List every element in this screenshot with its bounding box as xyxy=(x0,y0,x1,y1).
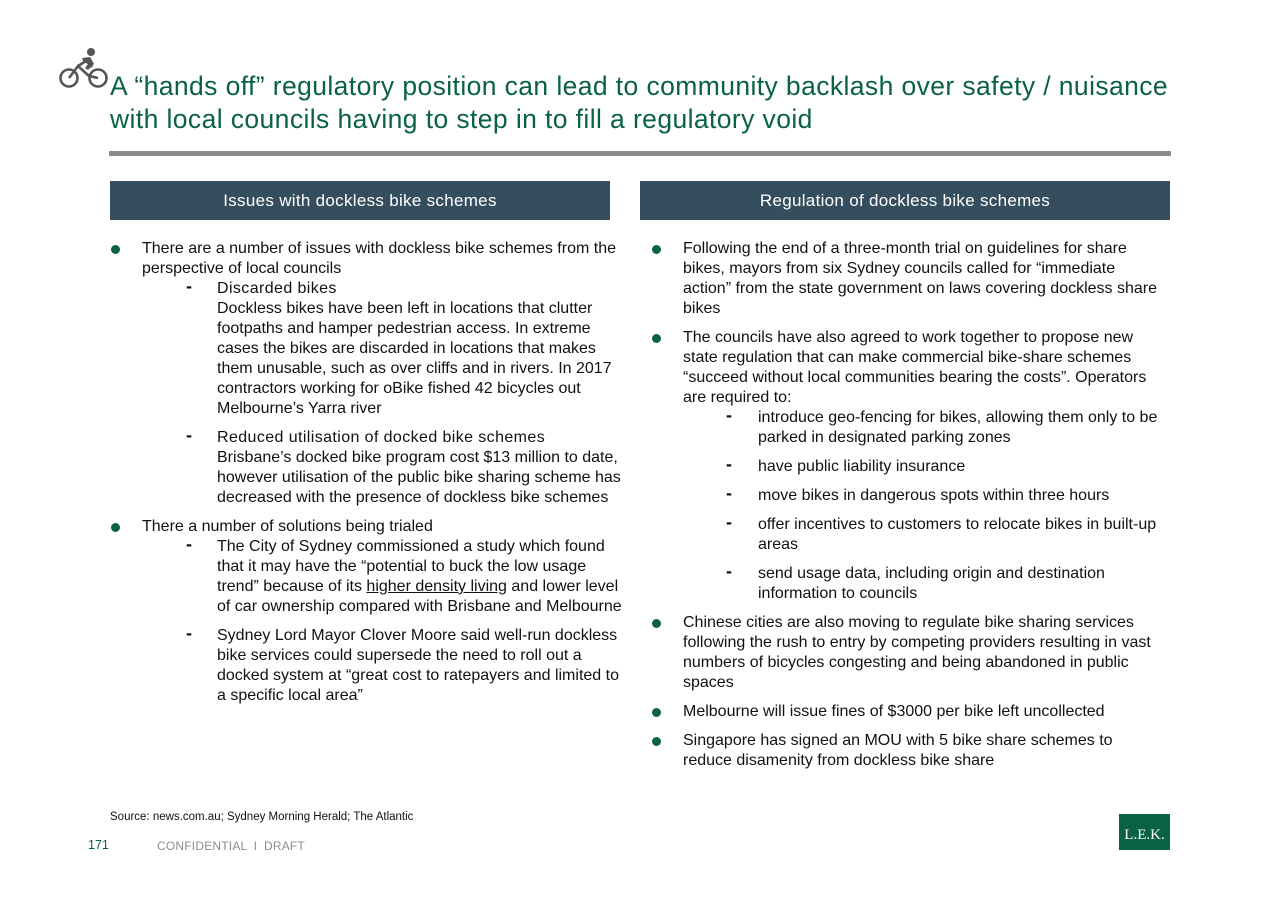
solution-study-post: and lower level of car ownership compared with Brisbane and Melbourne xyxy=(217,578,622,615)
issues-intro: There are a number of issues with dockless bike schemes from the perspective of local councils xyxy=(142,240,616,277)
list-item xyxy=(142,537,630,617)
solutions-intro: There a number of solutions being trialed xyxy=(142,518,433,535)
issue-text-reduced-utilisation: Brisbane’s docked bike program cost $13 million to date, however utilisation of the public bike sharing scheme has decreased with the presence of dockless bike schemes xyxy=(217,449,621,506)
regulation-china-text: Chinese cities are also moving to regulate bike sharing services following the rush to entry by competing providers resulting in vast numbers of bicycles congesting and being abandoned in public spaces xyxy=(683,614,1151,691)
regulation-singapore-text: Singapore has signed an MOU with 5 bike share schemes to reduce disamenity from dockless bike share xyxy=(683,732,1113,769)
list-item xyxy=(651,731,1161,771)
list-item xyxy=(142,626,630,706)
higher-density-living-link[interactable]: higher density living xyxy=(366,578,507,595)
title-divider xyxy=(109,151,1171,156)
list-item xyxy=(651,328,1161,604)
confidentiality-label: CONFIDENTIAL l DRAFT xyxy=(157,839,305,853)
cyclist-icon xyxy=(58,46,110,90)
issue-text-discarded-bikes: Dockless bikes have been left in locations that clutter footpaths and hamper pedestrian access. In extreme cases the bikes are discarded in locations that makes them unusable, such as over cliffs and in rivers. In 2017 contractors working for oBike fished 42 bicycles out Melbourne’s Yarra river xyxy=(217,300,612,417)
list-item xyxy=(142,428,630,508)
list-item xyxy=(683,486,1161,506)
issue-title-discarded-bikes: - Discarded bikes xyxy=(217,280,337,297)
list-item xyxy=(651,239,1161,319)
source-text: news.com.au; Sydney Morning Herald; The Atlantic xyxy=(152,811,414,823)
list-item xyxy=(683,564,1161,604)
list-item xyxy=(142,279,630,419)
page-title: A “hands off” regulatory position can lead to community backlash over safety / nuisance with local councils having to step in to fill a regulatory void xyxy=(110,71,1169,134)
issues-column xyxy=(110,239,630,715)
regulation-melbourne-text: Melbourne will issue fines of $3000 per bike left uncollected xyxy=(683,703,1105,720)
issue-title-reduced-utilisation: - Reduced utilisation of docked bike schemes xyxy=(217,429,546,446)
page-number: 171 xyxy=(88,838,109,852)
list-item xyxy=(683,408,1161,448)
source-note xyxy=(110,811,413,823)
requirement-text: have public liability insurance xyxy=(758,458,966,475)
requirement-text: offer incentives to customers to relocate bikes in built-up areas xyxy=(758,516,1157,553)
requirement-text: introduce geo-fencing for bikes, allowing them only to be parked in designated parking zones xyxy=(758,409,1158,446)
regulation-header: Regulation of dockless bike schemes xyxy=(640,181,1170,220)
regulation-column xyxy=(651,239,1161,780)
lek-logo: L.E.K. xyxy=(1119,814,1170,850)
list-item xyxy=(683,457,1161,477)
requirement-text: move bikes in dangerous spots within three hours xyxy=(758,487,1110,504)
regulation-trial-text: Following the end of a three-month trial on guidelines for share bikes, mayors from six Sydney councils called for “immediate action” from the state government on laws covering dockless share bikes xyxy=(683,240,1158,317)
requirement-text: send usage data, including origin and destination information to councils xyxy=(758,565,1105,602)
list-item xyxy=(651,702,1161,722)
issues-header: Issues with dockless bike schemes xyxy=(110,181,610,220)
solution-lord-mayor: Sydney Lord Mayor Clover Moore said well-run dockless bike services could supersede the need to roll out a docked system at “great cost to ratepayers and limited to a specific local area” xyxy=(217,627,619,704)
list-item xyxy=(110,517,630,706)
regulation-councils-text: The councils have also agreed to work together to propose new state regulation that can make commercial bike-share schemes “succeed without local communities bearing the costs”. Operators are required to: xyxy=(683,329,1147,406)
list-item xyxy=(110,239,630,508)
list-item xyxy=(651,613,1161,693)
list-item xyxy=(683,515,1161,555)
source-label: Source: xyxy=(110,811,150,823)
solution-study-pre: The City of Sydney commissioned a study which found that it may have the “potential to buck the low usage trend” because of its xyxy=(217,538,605,595)
